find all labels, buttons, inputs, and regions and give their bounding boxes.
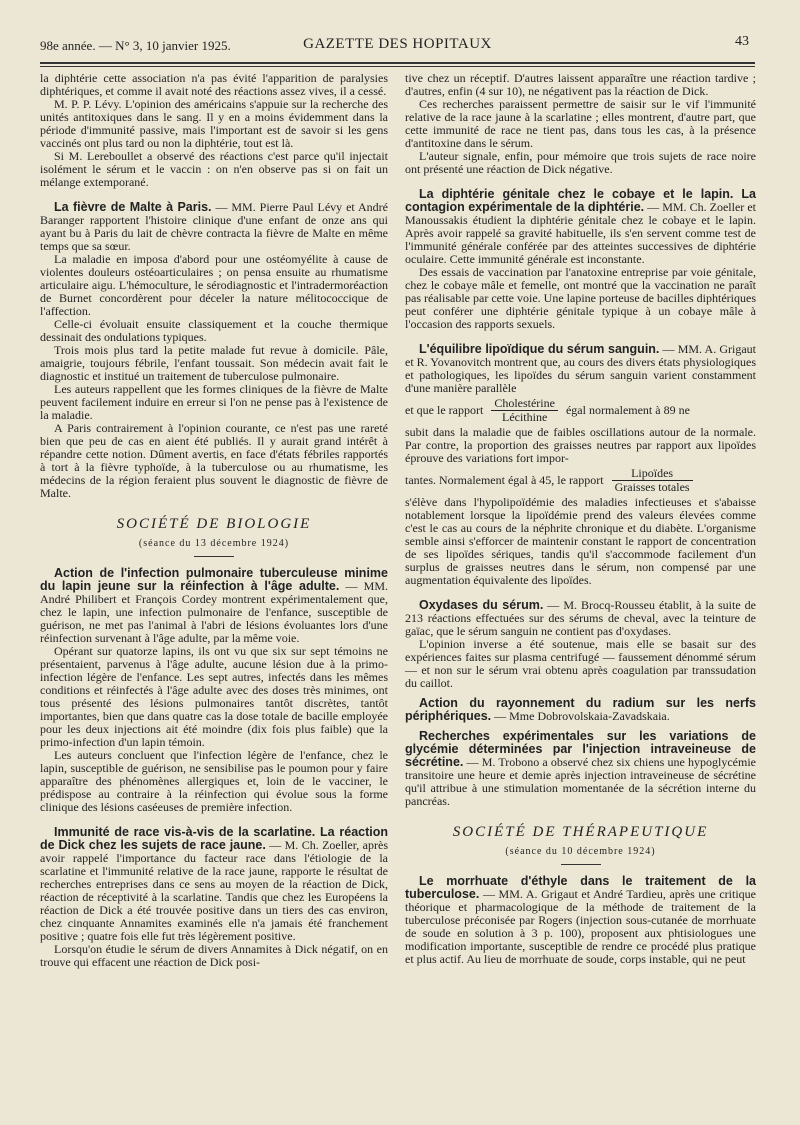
article-lipo: L'équilibre lipoïdique du sérum sanguin. — MM. A. Grigaut et R. Yovanovitch montrent que, au cours des divers états physiologiques et pathologiques, les lipoïdes du sérum sanguin varient constamment d'une manière parallèle [405,342,757,395]
right-column [405,72,756,966]
section-heading: SOCIÉTÉ DE THÉRAPEUTIQUE [452,824,709,840]
article-malte: La fièvre de Malte à Paris. — MM. Pierre Paul Lévy et André Baranger rapportent l'histoire clinique d'une enfant de onze ans qui ayant bu à Paris du lait de chèvre contracta la fièvre de Malte en même temps que sa sœur. [40,200,389,253]
paragraph: A Paris contrairement à l'opinion courante, ce n'est pas une rareté bien que peu de cas en aient été publiés. Il y aurait grand intérêt à répandre cette notion. Dûment avertis, en face d'états fébriles rapportés à tort à la fièvre typhoïde, à la tuberculose ou au rhumatisme, les médecins de la région feraient plus souvent le diagnostic de fièvre de Malte. [40,421,388,500]
paragraph: Les auteurs rappellent que les formes cliniques de la fièvre de Malte peuvent facilement induire en erreur si l'on ne pense pas à l'existence de la maladie. [40,382,388,422]
section-heading: SOCIÉTÉ DE BIOLOGIE [116,516,312,532]
article-title: Action de l'infection pulmonaire tuberculeuse minime du lapin jeune sur la réinfection à l'âge adulte. [40,566,388,593]
journal-title: GAZETTE DES HOPITAUX [303,36,492,52]
paragraph: Lorsqu'on étudie le sérum de divers Annamites à Dick négatif, on en trouve qui effacent une réaction de Dick posi- [40,942,388,969]
article-morrhuate: Le morrhuate d'éthyle dans le traitement de la tuberculose. — MM. A. Grigaut et André Tardieu, après une critique théorique et pharmacologique de la méthode de traitement de la tuberculose préconisée par Rogers (injection sous-cutanée de morrhuate de soude en solution à 3 p. 100), proposent aux phtisiologues une modification importante, susceptible de rendre ce procédé plus pratique et plus actif. Au lieu de morrhuate de soude, corps instable, qui ne peut [405,874,756,966]
article-title: Oxydases du sérum. [419,598,544,612]
paragraph: Trois mois plus tard la petite malade fut revue à domicile. Pâle, amaigrie, toujours fébrile, l'enfant toussait. Son médecin avait fait le diagnostic et institué un traitement de tuberculose pulmonaire. [40,343,388,383]
section-divider [194,556,234,557]
paragraph: subit dans la maladie que de faibles oscillations autour de la normale. Par contre, la proportion des graisses neutres par rapport aux lipoïdes éprouve des variations fort impor- [405,425,756,465]
article-race: Immunité de race vis-à-vis de la scarlatine. La réaction de Dick chez les sujets de race jaune. — M. Ch. Zoeller, après avoir rappelé l'importance du facteur race dans l'étiologie de la scarlatine et l'immunité relative de la race jaune, rapporte le résultat de recherches entreprises dans ce sens au moyen de la réaction de Dick, réaction de réceptivité à la scarlatine. Tandis que chez les Européens la réaction de Dick a été trouvée positive dans un tiers des cas environ, chez cinquante Annamites examinés elle n'a jamais été franchement positive ; quatre fois elle fut très légèrement positive. [40,825,388,943]
header-rule [40,62,755,64]
running-header [40,28,755,64]
paragraph: Si M. Lereboullet a observé des réactions c'est parce qu'il injectait isolément le sérum et le vaccin : on n'en observe pas si on fait un mélange extemporané. [40,149,388,189]
article-title: Immunité de race vis-à-vis de la scarlatine. La réaction de Dick chez les sujets de race jaune. [40,825,388,852]
section-date: (séance du 13 décembre 1924) [138,538,290,549]
paragraph: la diphtérie cette association n'a pas évité l'apparition de paralysies diphtériques, et comme il avait noté des réactions assez vives, il a cessé. [40,71,388,98]
paragraph: s'élève dans l'hypolipoïdémie des maladies infectieuses et s'abaisse notablement lorsque la lipoïdémie prend des valeurs élevées comme c'est le cas au cours de la néphrite chronique et du diabète. L'organisme semble ainsi s'efforcer de maintenir constant le rapport de concentration de ses lipoïdes sériques, tandis qu'il s'accommode facilement d'un surplus de graisses neutres dans le sérum, non compensé par une augmentation équivalente des lipoïdes. [405,495,756,587]
paragraph: Opérant sur quatorze lapins, ils ont vu que six sur sept témoins ne présentaient, parvenus à l'âge adulte, aucune lésion due à la primo-infection légère de l'enfance. Les sept autres, infectés dans les mêmes conditions et réinfectés à l'âge adulte avec des doses très minimes, ont tous présenté des lésions pulmonaires tantôt discrètes, tantôt importantes, bien que dans quatre cas la dose totale de bacille employée pour les deux injections ait été moindre (dix fois plus faible) que la primo-infection d'un lapin témoin. [40,644,388,749]
article-title: Recherches expérimentales sur les variations de glycémie déterminées par l'injection intraveineuse de sécrétine. [405,729,756,769]
article-radium: Action du rayonnement du radium sur les nerfs périphériques. — Mme Dobrovolskaia-Zavadskaia. [405,696,756,723]
ratio-line: tantes. Normalement égal à 45, le rapport $\frac{\text{Lipoïdes}}{\text{Graisses totales}}$ [405,467,756,494]
article-title: L'équilibre lipoïdique du sérum sanguin. [419,342,660,356]
paragraph: L'opinion inverse a été soutenue, mais elle se basait sur des expériences faites sur plasma centrifugé — faussement dénommé sérum — et non sur le sérum vrai obtenu après coagulation par transsudation du caillot. [405,637,756,690]
paragraph: L'auteur signale, enfin, pour mémoire que trois sujets de race noire ont présenté une réaction de Dick négative. [405,149,756,176]
header-rule-thin [40,66,755,67]
paragraph: Les auteurs concluent que l'infection légère de l'enfance, chez le lapin, susceptible de guérison, ne sensibilise pas le poumon pour y faire apparaître des phénomènes allergiques et, loin de le vacciner, le prédispose au contraire à la réinfection qui évolue sous la forme clinique des lésions caséeuses de première infection. [40,748,388,814]
paragraph: Ces recherches paraissent permettre de saisir sur le vif l'immunité relative de la race jaune à la scarlatine ; elles montrent, d'autre part, que cette immunité de race ne tient pas, dans tous les cas, à la présence d'antitoxine dans le sérum. [405,97,756,150]
paragraph: M. P. P. Lévy. L'opinion des américains s'appuie sur la recherche des unités antitoxiques dans le sang. Il y en a moins évidemment dans la période d'immunité passive, mais l'important est de savoir si les gens vaccinés ont plus tard ou non la diphtérie, tout est là. [40,97,388,150]
ratio-line: et que le rapport $\frac{\text{Cholestérine}}{\text{Lécithine}}$ égal normalement à 89 ne [405,396,690,424]
paragraph: Des essais de vaccination par l'anatoxine entreprise par voie génitale, chez le cobaye mâle et femelle, ont montré que la vaccination ne paraît pas réalisable par cette voie. Une lapine porteuse de bacilles diphtériques peut conférer une diphtérie génitale typique à un cobaye mâle à l'occasion des rapports sexuels. [405,265,756,331]
article-cobaye: La diphtérie génitale chez le cobaye et le lapin. La contagion expérimentale de la diphtérie. — MM. Ch. Zoeller et Manoussakis étudient la diphtérie génitale chez le cobaye et le lapin. Après avoir rappelé sa gravité habituelle, ils s'en servent comme test de l'immunité générale conférée par des atteintes successives de diphtérie oculaire. Cette immunité générale est inconstante. [405,187,756,266]
section-date: (séance du 10 décembre 1924) [505,846,656,857]
article-title: Le morrhuate d'éthyle dans le traitement de la tuberculose. [405,874,756,901]
article-title: La diphtérie génitale chez le cobaye et le lapin. La contagion expérimentale de la diphtérie. [405,187,756,214]
paragraph: Celle-ci évoluait ensuite classiquement et la couche thermique dessinait des ondulations typiques. [40,317,388,344]
fraction: $\frac{\text{Lipoïdes}}{\text{Graisses totales}}$ [612,467,693,494]
paragraph: La maladie en imposa d'abord pour une ostéomyélite à cause de violentes douleurs ostéoarticulaires ; on pensa ensuite au rhumatisme articulaire aigu. L'hémoculture, le sérodiagnostic et l'intradermoréaction de Burnet concordèrent pour déceler la nature mélitococcique de l'affection. [40,252,388,318]
article-title: La fièvre de Malte à Paris. [54,200,212,214]
page-number: 43 [735,34,749,49]
paragraph: tive chez un réceptif. D'autres laissent apparaître une réaction tardive ; d'autres, enfin (4 sur 10), ne négativent pas la réaction de Dick. [405,71,756,98]
article-glycemie: Recherches expérimentales sur les variations de glycémie déterminées par l'injection intraveineuse de sécrétine. — M. Trobono a observé chez six chiens une hypoglycémie transitoire une heure et demie après injection intraveineuse de sécrétine qu'il attribue à une stimulation momentanée de la sécrétion interne du pancréas. [405,729,756,808]
left-column [40,72,388,969]
fraction: $\frac{\text{Cholestérine}}{\text{Lécithine}}$ [491,397,558,424]
issue-info: 98e année. — N° 3, 10 janvier 1925. [40,38,231,53]
section-divider [561,864,601,865]
article-lapin: Action de l'infection pulmonaire tuberculeuse minime du lapin jeune sur la réinfection à l'âge adulte. — MM. André Philibert et François Cordey montrent expérimentalement que, chez le lapin, une infection pulmonaire de l'enfance, susceptible de guérison, ne met pas l'animal à l'abri de lésions évoluantes lors d'une réinfection survenant à l'âge adulte, par la même voie. [40,566,388,645]
article-title: Action du rayonnement du radium sur les nerfs périphériques. [405,696,756,723]
article-oxydases: Oxydases du sérum. — M. Brocq-Rousseu établit, à la suite de 213 réactions effectuées sur des sérums de cheval, avec la teinture de gaïac, que le sérum sanguin ne contient pas d'oxydases. [405,598,756,638]
